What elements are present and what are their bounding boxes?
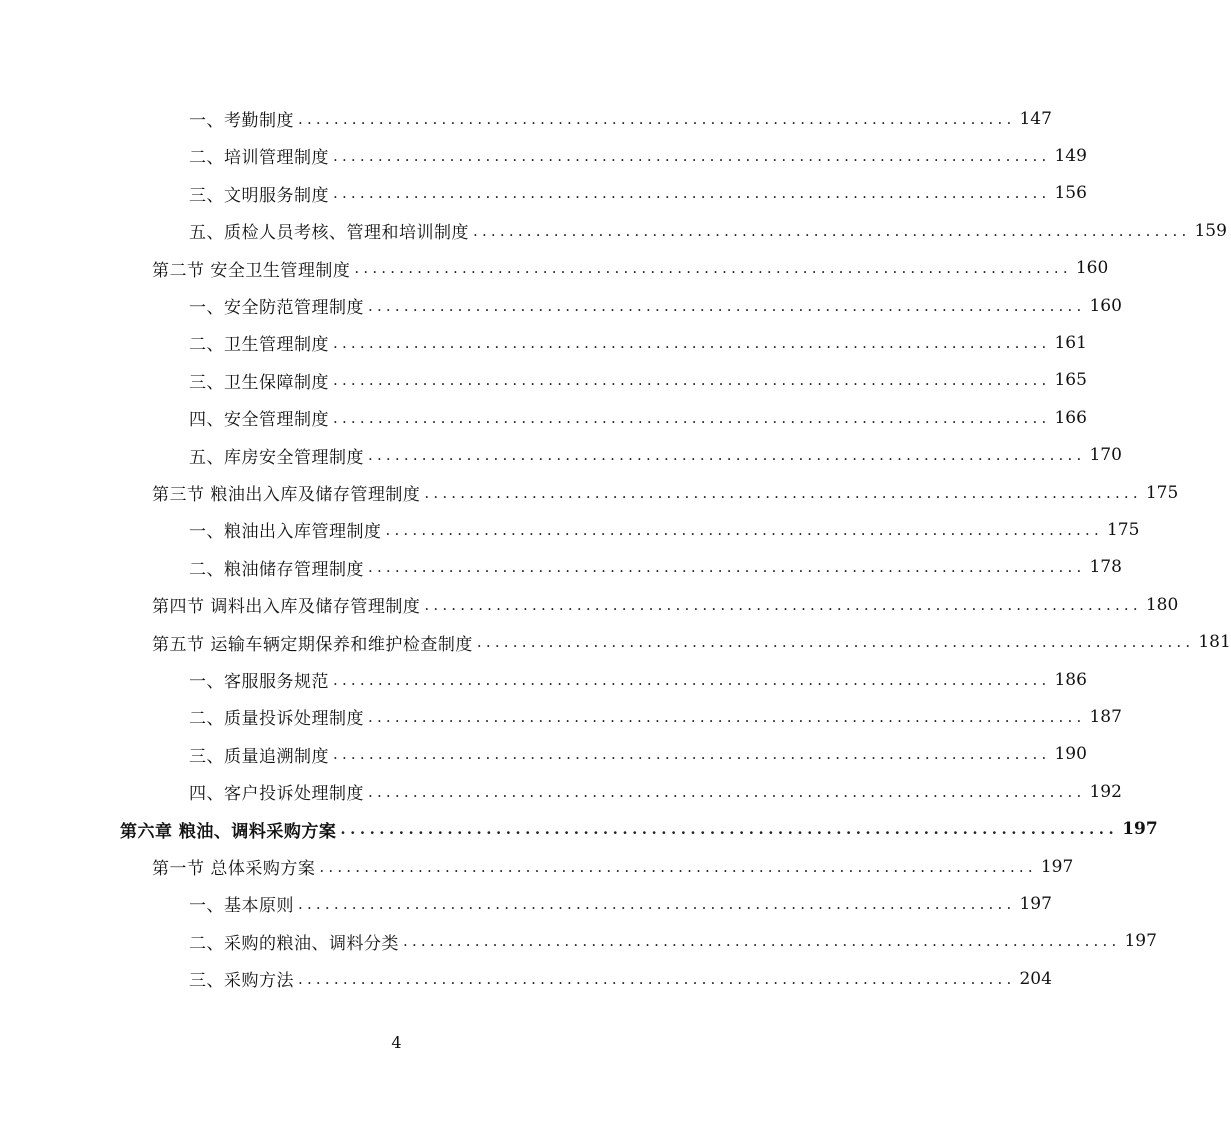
toc-entry-page: 180 [1145,594,1179,615]
toc-leader-dots: ................................................................................ [424,483,1142,502]
toc-entry-page: 197 [1040,856,1074,877]
toc-entry-page: 187 [1089,706,1122,727]
toc-entry[interactable] [152,474,1179,511]
toc-entry-label: 三、文明服务制度 [189,185,329,206]
toc-entry[interactable] [189,212,1227,249]
toc-entry-page: 156 [1054,183,1087,204]
toc-entry[interactable] [120,811,1158,848]
toc-leader-dots: ................................................................................ [385,520,1103,539]
toc-leader-dots: ................................................................................ [333,146,1051,165]
toc-entry-page: 204 [1019,968,1052,989]
toc-leader-dots: ................................................................................ [298,969,1016,988]
toc-entry[interactable] [189,437,1122,474]
toc-entry[interactable] [189,923,1157,960]
toc-entry-label: 一、客服服务规范 [189,672,329,692]
toc-entry-label: 三、采购方法 [189,971,294,992]
toc-leader-dots: ................................................................................ [424,595,1142,614]
toc-entry-page: 186 [1054,669,1087,690]
toc-entry-label: 二、培训管理制度 [189,148,329,169]
toc-entry-label: 四、客户投诉处理制度 [189,784,364,805]
toc-leader-dots: ................................................................................ [333,745,1051,764]
toc-entry[interactable] [189,885,1052,922]
toc-leader-dots: ................................................................................ [333,408,1051,427]
toc-entry-page: 166 [1054,407,1087,428]
toc-entry-page: 159 [1194,220,1227,241]
toc-entry[interactable] [152,848,1074,885]
toc-entry[interactable] [189,698,1122,735]
toc-entry-page: 197 [1122,819,1158,840]
toc-entry-label: 一、粮油出入库管理制度 [189,522,382,543]
toc-entry[interactable] [189,175,1087,212]
toc-leader-dots: ................................................................................ [333,333,1051,352]
toc-entry-page: 161 [1054,332,1087,353]
toc-entry-page: 149 [1054,145,1087,166]
toc-leader-dots: ................................................................................ [333,371,1051,390]
toc-entry-label: 三、质量追溯制度 [189,746,329,767]
toc-entry-page: 160 [1075,258,1109,279]
toc-entry-page: 192 [1089,781,1122,802]
toc-entry[interactable] [152,250,1109,287]
toc-leader-dots: ................................................................................ [354,259,1072,278]
toc-entry-page: 190 [1054,744,1087,765]
toc-entry[interactable] [189,773,1122,810]
toc-leader-dots: ................................................................................ [333,184,1051,203]
toc-leader-dots: ................................................................................ [368,707,1086,726]
toc-entry-label: 第一节 总体采购方案 [152,859,316,879]
toc-entry[interactable] [189,399,1087,436]
toc-entry-label: 五、质检人员考核、管理和培训制度 [189,223,469,244]
toc-entry[interactable] [189,324,1087,361]
page-number: 4 [391,1033,402,1052]
toc-entry[interactable] [189,736,1087,773]
toc-entry-page: 175 [1145,482,1179,503]
toc-entry[interactable] [189,549,1122,586]
toc-entry-page: 147 [1019,108,1052,129]
toc-entry-label: 二、卫生管理制度 [189,335,329,356]
toc-entry-page: 197 [1019,893,1052,914]
toc-entry[interactable] [189,362,1087,399]
toc-entry-label: 第四节 调料出入库及储存管理制度 [152,597,421,618]
toc-entry[interactable] [189,137,1087,174]
toc-leader-dots: ................................................................................ [340,820,1119,839]
toc-entry-label: 第三节 粮油出入库及储存管理制度 [152,485,421,505]
toc-entry-page: 178 [1089,557,1122,578]
toc-entry[interactable] [189,511,1140,548]
toc-leader-dots: ................................................................................ [476,633,1195,652]
toc-entry-label: 二、粮油储存管理制度 [189,559,364,580]
toc-entry-label: 四、安全管理制度 [189,410,329,431]
toc-entry-page: 170 [1089,445,1122,466]
toc-leader-dots: ................................................................................ [368,446,1086,465]
toc-leader-dots: ................................................................................ [333,670,1051,689]
toc-entry-label: 第二节 安全卫生管理制度 [152,260,351,281]
toc-entry[interactable] [189,287,1122,324]
toc-entry[interactable] [152,624,1231,661]
toc-leader-dots: ................................................................................ [298,894,1016,913]
toc-entry-page: 181 [1198,632,1231,653]
toc-entry-page: 197 [1124,931,1157,952]
toc-entry[interactable] [189,661,1087,698]
toc-leader-dots: ................................................................................ [368,558,1086,577]
toc-entry-label: 一、安全防范管理制度 [189,298,364,318]
toc-entry-label: 三、卫生保障制度 [189,372,329,393]
toc-entry-label: 二、采购的粮油、调料分类 [189,933,399,954]
toc-leader-dots: ................................................................................ [473,221,1191,240]
toc-entry-label: 二、质量投诉处理制度 [189,709,364,730]
toc-leader-dots: ................................................................................ [368,296,1086,315]
toc-entry-label: 一、基本原则 [189,896,294,917]
toc-entry[interactable] [189,100,1052,137]
toc-entry[interactable] [152,586,1179,623]
toc-entry-page: 175 [1106,519,1140,540]
toc-entry[interactable] [189,960,1052,997]
toc-entry-label: 五、库房安全管理制度 [189,447,364,468]
toc-entry-label: 第六章 粮油、调料采购方案 [120,821,337,842]
toc-leader-dots: ................................................................................ [368,782,1086,801]
toc-leader-dots: ................................................................................ [319,857,1037,876]
toc-leader-dots: ................................................................................ [403,932,1121,951]
toc-entry-label: 第五节 运输车辆定期保养和维护检查制度 [152,634,473,655]
toc-entry-page: 165 [1054,370,1087,391]
toc-entry-page: 160 [1089,295,1122,316]
toc-entry-label: 一、考勤制度 [189,111,294,131]
toc-leader-dots: ................................................................................ [298,109,1016,128]
